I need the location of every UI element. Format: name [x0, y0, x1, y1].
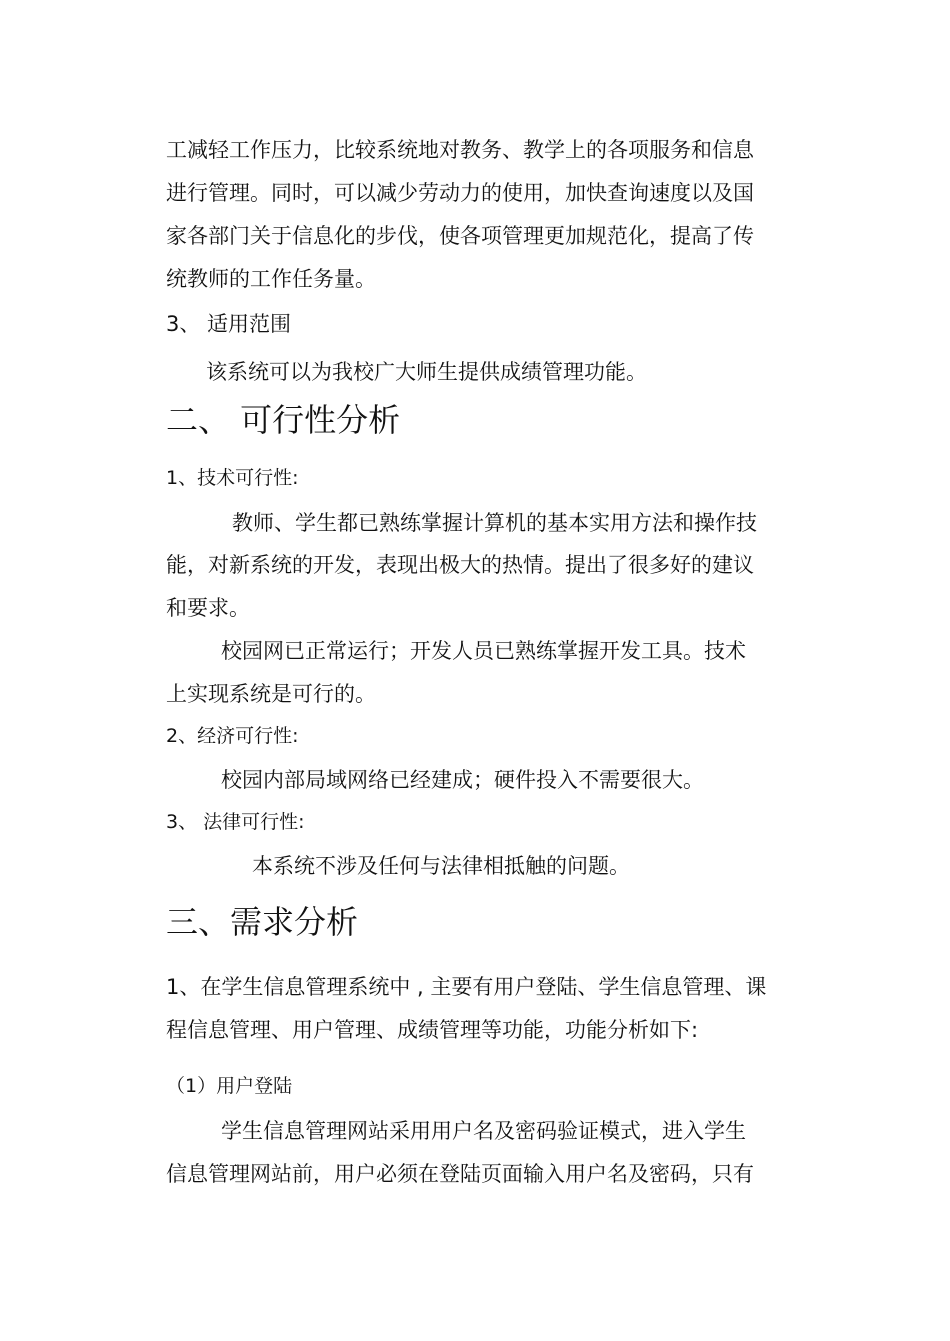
economic-feasibility-heading: 2、经济可行性: [166, 725, 299, 747]
section-3-title: 三、需求分析 [166, 903, 359, 941]
intro-line-3: 家各部门关于信息化的步伐，使各项管理更加规范化，提高了传 [166, 224, 754, 248]
tech-para1-line-1: 教师、学生都已熟练掌握计算机的基本实用方法和操作技 [232, 511, 757, 535]
intro-line-4: 统教师的工作任务量。 [166, 267, 376, 291]
section-2-title: 二、 可行性分析 [166, 401, 401, 439]
tech-para2-line-2: 上实现系统是可行的。 [166, 682, 376, 706]
tech-para2-line-1: 校园网已正常运行；开发人员已熟练掌握开发工具。技术 [221, 639, 746, 663]
scope-heading: 3、 适用范围 [166, 312, 292, 336]
intro-line-2: 进行管理。同时，可以减少劳动力的使用，加快查询速度以及国 [166, 181, 754, 205]
legal-feasibility-heading: 3、 法律可行性: [166, 811, 305, 833]
user-login-line-2: 信息管理网站前，用户必须在登陆页面输入用户名及密码，只有 [166, 1162, 754, 1186]
requirements-item1-line-1: 1、在学生信息管理系统中 , 主要有用户登陆、学生信息管理、课 [166, 975, 767, 999]
scope-text: 该系统可以为我校广大师生提供成绩管理功能。 [206, 360, 647, 384]
user-login-line-1: 学生信息管理网站采用用户名及密码验证模式，进入学生 [221, 1119, 746, 1143]
user-login-heading: （1）用户登陆 [166, 1075, 293, 1097]
tech-feasibility-heading: 1、技术可行性: [166, 467, 299, 489]
tech-para1-line-3: 和要求。 [166, 596, 250, 620]
legal-text: 本系统不涉及任何与法律相抵触的问题。 [252, 854, 630, 878]
economic-text: 校园内部局域网络已经建成；硬件投入不需要很大。 [221, 768, 704, 792]
tech-para1-line-2: 能，对新系统的开发，表现出极大的热情。提出了很多好的建议 [166, 553, 754, 577]
requirements-item1-line-2: 程信息管理、用户管理、成绩管理等功能，功能分析如下: [166, 1018, 699, 1042]
intro-line-1: 工减轻工作压力，比较系统地对教务、教学上的各项服务和信息 [166, 138, 754, 162]
